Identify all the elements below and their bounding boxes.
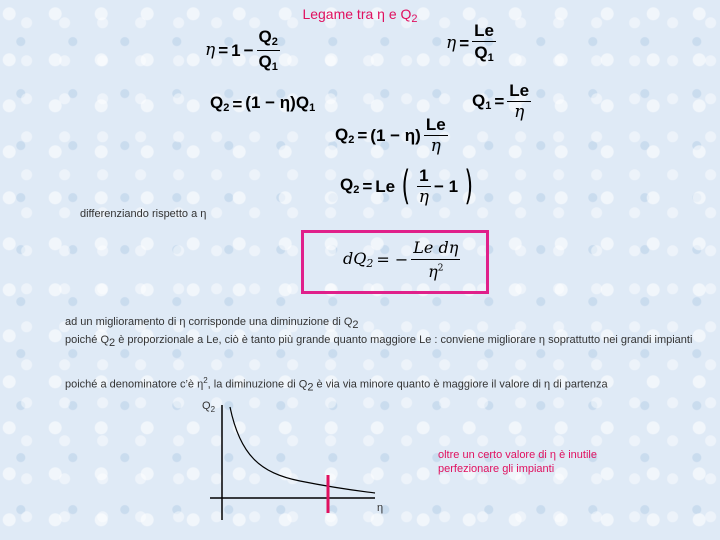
derivative-equation [343,238,460,281]
para2-pre: poiché Q [65,334,110,346]
title-text: Legame tra η e Q [302,6,412,22]
equation-efficiency-le [446,22,496,64]
den-eta: η [430,136,441,156]
y-axis-label [202,400,215,414]
paragraph-proportional [65,332,695,352]
equals-sign: = [362,176,373,196]
para3-sub: 2 [307,381,314,394]
den-sub: 1 [487,52,494,64]
equation-q2-simplified [340,163,477,209]
fraction-one-eta [417,167,431,206]
left-paren: ( [401,163,411,209]
para1-sub: 2 [352,319,359,331]
right-paren: ) [464,163,474,209]
para3-sup: 2 [203,376,208,385]
threshold-note: oltre un certo valore di η è inutile perfezionare gli impianti [438,449,597,475]
num-sub: 2 [271,36,278,48]
q2-vs-eta-graph [200,395,420,525]
num-le: Le [474,21,494,40]
minus-one: − 1 [433,176,459,196]
q-sub: 2 [223,102,230,114]
differentiation-label: differenziando rispetto a η [80,208,207,220]
equals-sign: = [357,126,368,145]
para3-mid: , la diminuzione di Q [207,378,308,391]
one: 1 [231,41,241,60]
fraction-le-deta-eta2 [411,238,460,281]
equals-sign: = [218,41,229,60]
minus-sign: − [243,41,254,60]
den-sup: 2 [437,263,444,274]
x-axis-label: η [377,502,384,514]
eta-symbol: η [446,32,457,53]
equation-q1-from-le [472,82,531,121]
den-eta: η [418,186,429,207]
slide-title [0,6,720,25]
num-q: Q [258,27,272,46]
equals-sign: = [459,33,470,53]
q-symbol: Q [472,90,486,110]
q-symbol: Q [340,175,354,194]
equation-q2-substituted [335,116,448,155]
equals-sign: = [494,92,505,111]
product-expression: (1 − η)Q [245,93,310,112]
q-symbol: Q [335,124,349,144]
num-le-deta: Le dη [411,238,460,260]
one-minus-eta: (1 − η) [370,126,421,145]
q-sub: 2 [348,133,355,146]
para1-text: ad un miglioramento di η corrisponde una diminuzione di Q [65,316,353,328]
fraction-le-eta [424,116,448,155]
title-sub: 2 [411,13,418,25]
para2-sub: 2 [109,337,116,349]
den-eta: η [428,262,438,281]
dq-sub: 2 [366,257,374,270]
eta-symbol: η [205,40,216,60]
fraction-le-q1 [472,22,496,64]
paragraph-improvement [65,314,695,334]
y-label-q: Q [202,400,211,412]
den-q: Q [258,52,272,71]
den-eta: η [514,102,525,122]
fraction-q2-q1 [257,28,280,73]
den-q: Q [474,43,488,62]
le-factor: Le [375,176,396,196]
dq-symbol: dQ [343,249,367,268]
equation-efficiency-ratio [205,28,280,73]
q-sub: 2 [353,184,360,196]
para2-post: è proporzionale a Le, ciò è tanto più grande quanto maggiore Le : conviene migliorare η soprattutto nei grandi impianti [115,334,693,346]
equals-minus: = − [376,250,409,269]
num-le: Le [509,81,530,100]
para3-pre: poiché a denominatore c’è η [65,378,204,391]
equation-q2-from-q1 [210,94,315,114]
fraction-le-eta [507,82,531,121]
paragraph-denominator [65,372,705,397]
para3-post: è via via minore quanto è maggiore il valore di η di partenza [313,378,608,391]
den-sub: 1 [271,61,278,73]
body-sub: 1 [309,102,316,114]
q-symbol: Q [210,93,224,112]
y-label-sub: 2 [210,405,216,414]
num-le: Le [425,115,446,134]
q-sub: 1 [485,99,492,112]
num-one: 1 [419,165,429,185]
equals-sign: = [232,94,243,114]
hyperbola-curve [230,407,375,493]
